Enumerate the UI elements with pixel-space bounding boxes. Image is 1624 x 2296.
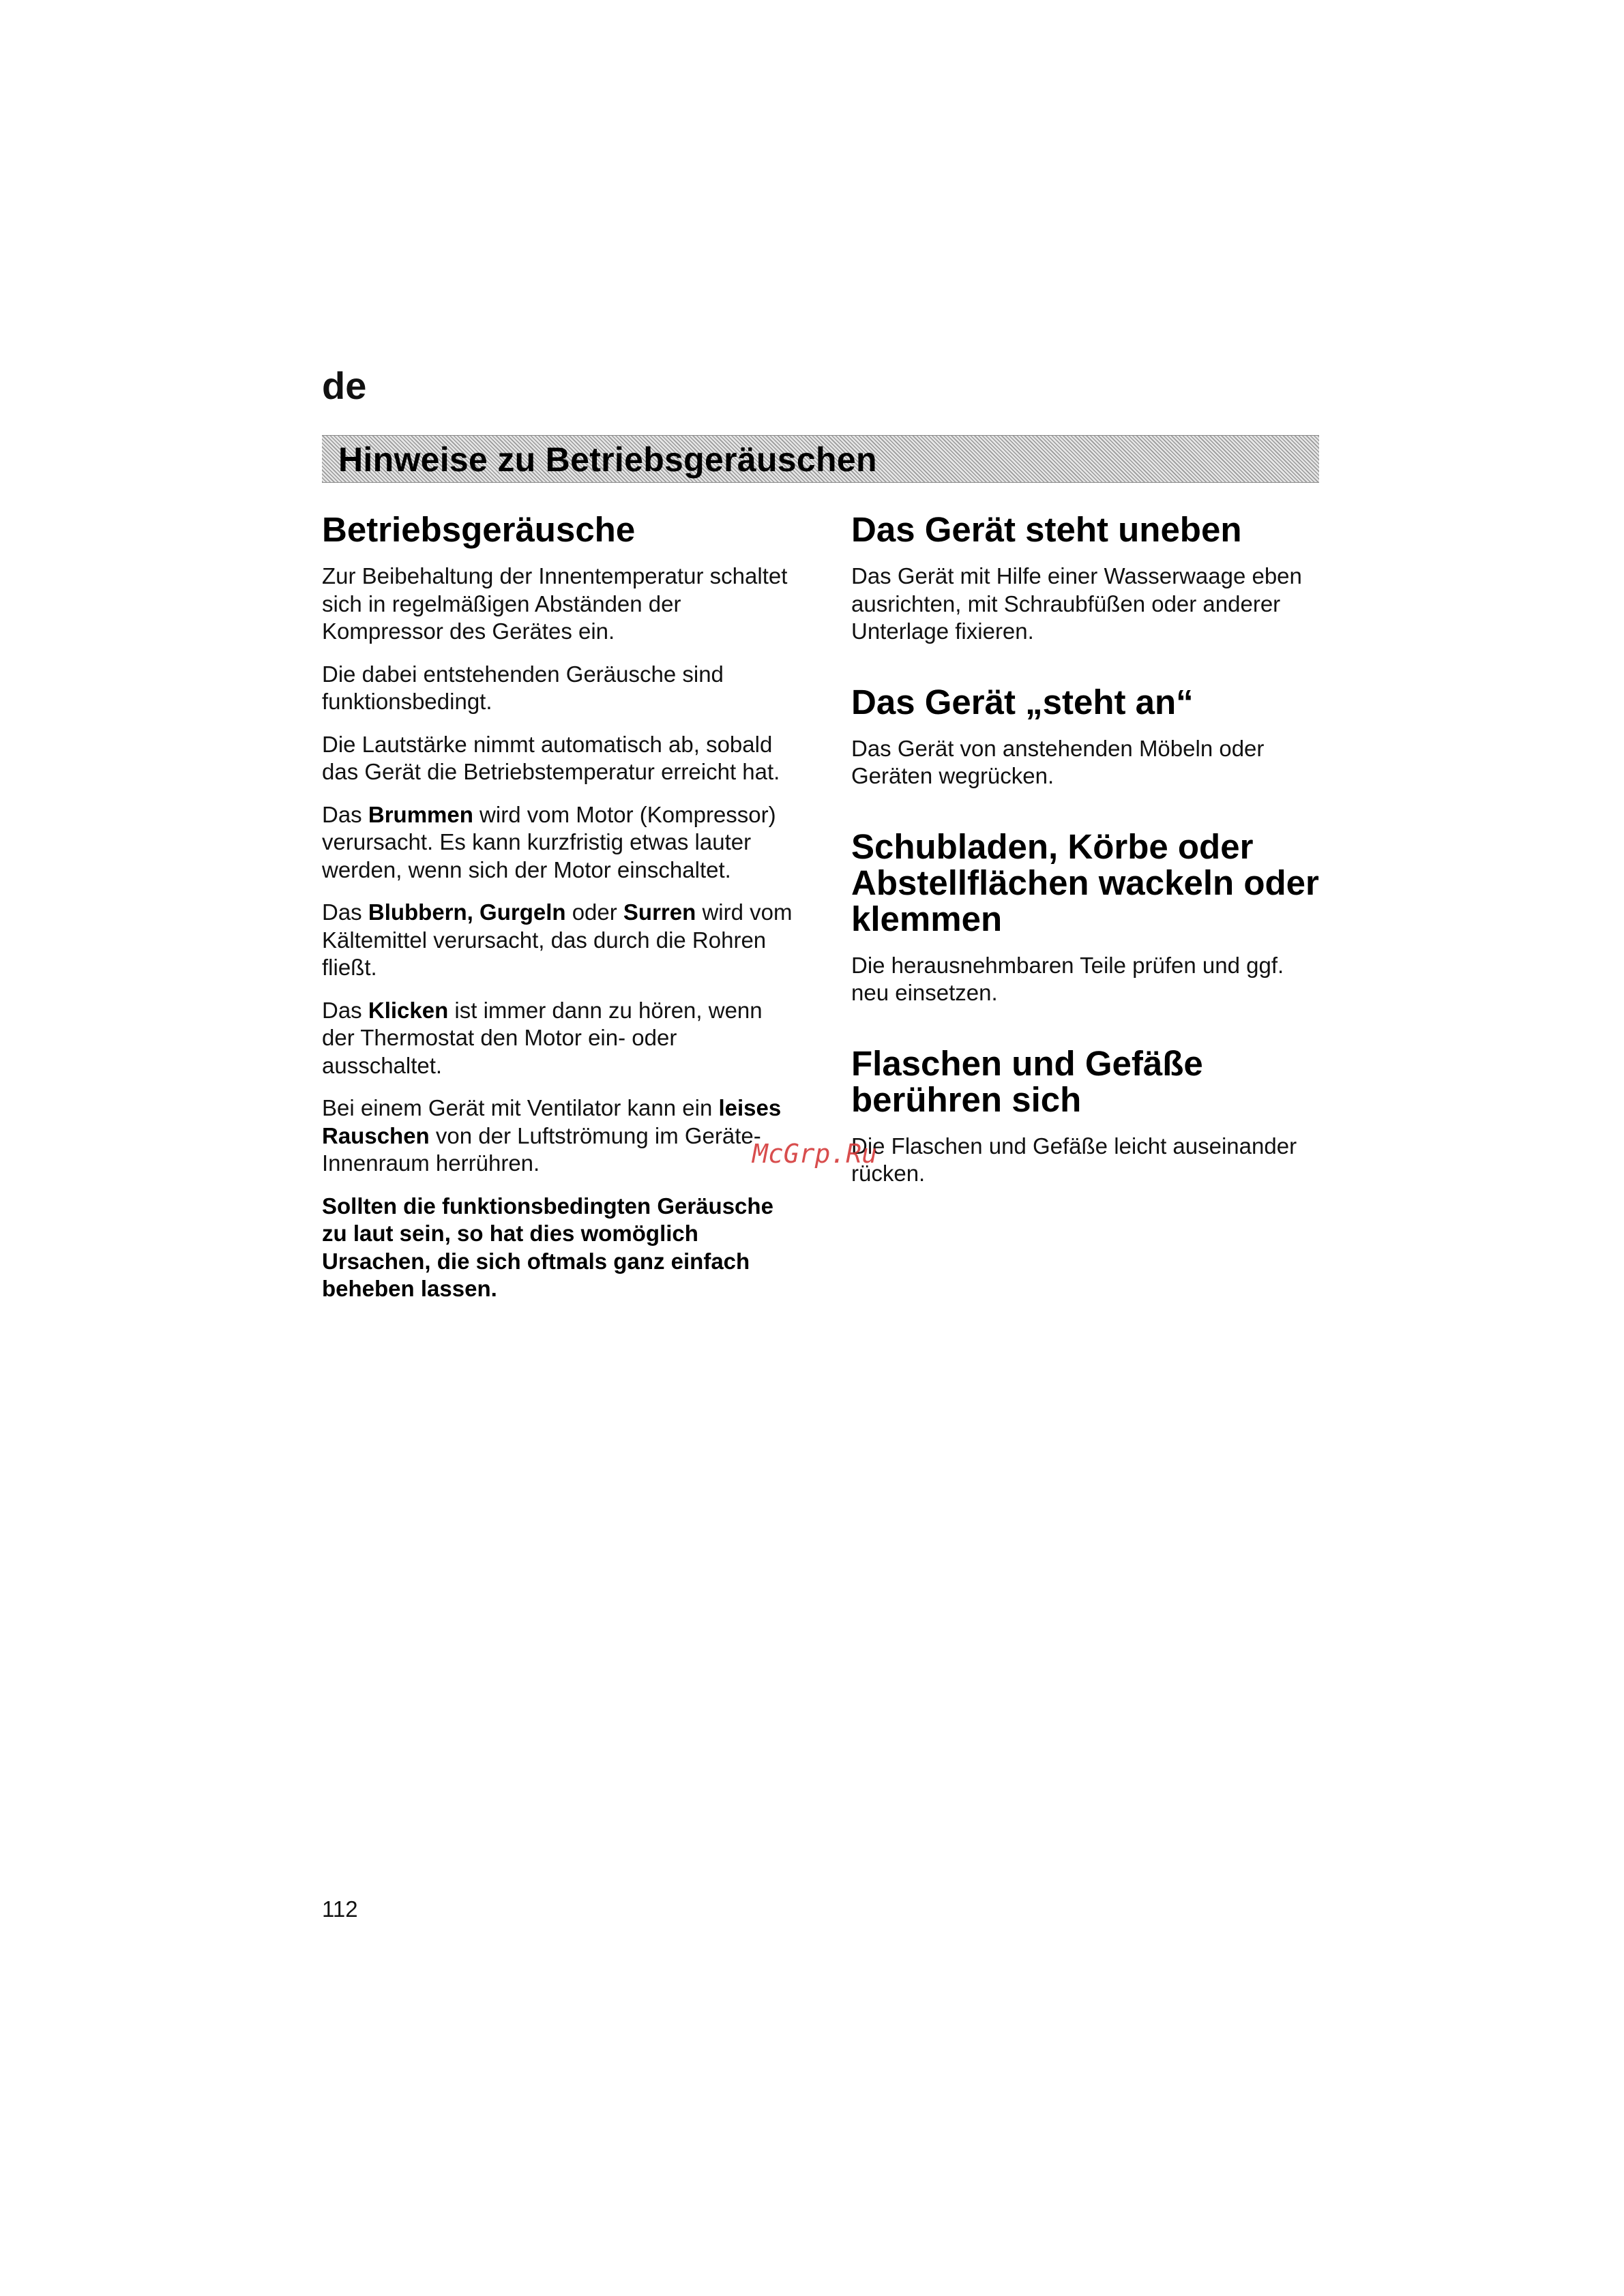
left-column <box>322 511 799 1318</box>
paragraph-volume-decrease: Die Lautstärke nimmt automatisch ab, sobald das Gerät die Betriebstemperatur erreicht hat. <box>322 731 780 784</box>
paragraph-humming: Das Brummen wird vom Motor (Kompressor) verursacht. Es kann kurzfristig etwas lauter werden, wenn sich der Motor einschaltet. <box>322 801 776 882</box>
right-column <box>851 511 1322 1203</box>
paragraph-bubbling: Das Blubbern, Gurgeln oder Surren wird vom Kältemittel verursacht, das durch die Rohren fließt. <box>322 899 793 980</box>
paragraph-clicking: Das Klicken ist immer dann zu hören, wenn der Thermostat den Motor ein- oder ausschaltet. <box>322 997 763 1078</box>
term-whirring: Surren <box>623 899 696 925</box>
section-title: Hinweise zu Betriebsgeräuschen <box>338 441 877 479</box>
page-number: 112 <box>322 1896 358 1922</box>
heading-touching: Das Gerät „steht an“ <box>851 682 1194 721</box>
term-clicking: Klicken <box>368 997 449 1023</box>
paragraph-drawers-wobble: Die herausnehmbaren Teile prüfen und ggf. neu einsetzen. <box>851 952 1284 1005</box>
paragraph-rustling: Bei einem Gerät mit Ventilator kann ein leises Rauschen von der Luftströmung im Geräte-Innenraum herrühren. <box>322 1095 782 1176</box>
heading-uneven: Das Gerät steht uneben <box>851 510 1242 549</box>
term-humming: Brummen <box>368 801 473 827</box>
heading-bottles-touch: Flaschen und Gefäße berühren sich <box>851 1043 1203 1119</box>
paragraph-noises-functional: Die dabei entstehenden Geräusche sind funktionsbedingt. <box>322 661 724 714</box>
section-title-banner <box>322 435 1319 483</box>
term-bubbling: Blubbern, Gurgeln <box>368 899 566 925</box>
paragraph-compressor-cycle: Zur Beibehaltung der Innentemperatur schaltet sich in regelmäßigen Abständen der Kompressor des Gerätes ein. <box>322 563 788 644</box>
paragraph-uneven: Das Gerät mit Hilfe einer Wasserwaage eben ausrichten, mit Schraubfüßen oder anderer Unterlage fixieren. <box>851 563 1302 644</box>
language-tag: de <box>322 364 367 407</box>
paragraph-too-loud-note: Sollten die funktionsbedingten Geräusche zu laut sein, so hat dies womöglich Ursachen, die sich oftmals ganz einfach beheben lassen. <box>322 1193 773 1301</box>
paragraph-touching: Das Gerät von anstehenden Möbeln oder Geräten wegrücken. <box>851 735 1265 788</box>
watermark-logo: McGrp.Ru <box>752 1139 878 1169</box>
heading-operating-noises: Betriebsgeräusche <box>322 510 636 549</box>
paragraph-bottles-touch: Die Flaschen und Gefäße leicht auseinander rücken. <box>851 1133 1297 1186</box>
term-rustling: leises Rauschen <box>322 1095 782 1148</box>
heading-drawers-wobble: Schubladen, Körbe oder Abstellflächen wackeln oder klemmen <box>851 826 1319 938</box>
